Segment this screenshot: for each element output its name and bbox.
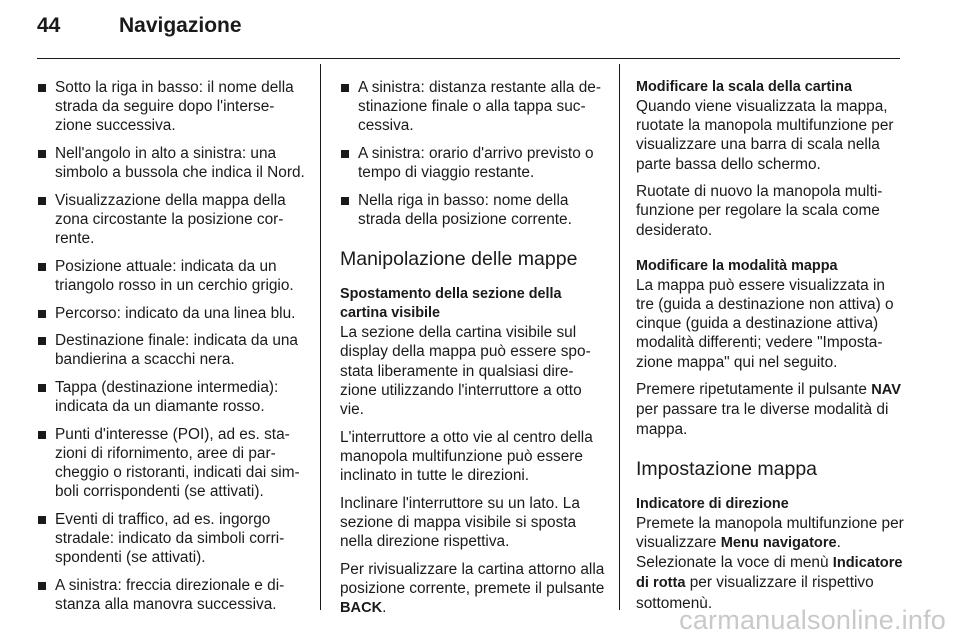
paragraph-text: Premete la manopola multifunzione per visualizzare	[636, 514, 904, 552]
paragraph-text: . Selezionate la voce di menù	[636, 534, 841, 572]
list-item: A sinistra: freccia direzionale e distanza alla manovra successiva.	[37, 576, 305, 614]
bullet-list-1	[37, 78, 305, 614]
subhead-scale: Modificare la scala della cartina	[636, 79, 852, 95]
back-button-label: BACK	[340, 600, 383, 617]
paragraph-end: per passare tra le diverse modalità di mappa.	[636, 401, 889, 438]
list-item: Nell'angolo in alto a sinistra: una simbolo a bussola che indica il Nord.	[37, 144, 305, 182]
paragraph: La sezione della cartina visibile sul display della mappa può essere spostata liberamente in qualsiasi direzione utilizzando l'interruttore a otto vie.	[340, 324, 591, 419]
bullet-list-2	[340, 78, 605, 229]
subhead-map-mode: Modificare la modalità mappa	[636, 257, 838, 274]
page-number: 44	[37, 14, 61, 37]
list-item: Sotto la riga in basso: il nome della strada da seguire dopo l'intersezione successiva.	[37, 78, 305, 136]
list-item: A sinistra: orario d'arrivo previsto o tempo di viaggio restante.	[340, 144, 605, 182]
column-1	[37, 78, 305, 623]
column-divider-2	[619, 64, 620, 610]
list-item: Posizione attuale: indicata da un triangolo rosso in un cerchio grigio.	[37, 257, 305, 295]
indicatore-di-rotta-label: Indicatore di rotta	[636, 555, 903, 592]
paragraph-text: Premere ripetutamente il pulsante	[636, 381, 872, 399]
paragraph-end: .	[382, 599, 387, 617]
paragraph-text: Per rivisualizzare la cartina attorno alla posizione corrente, premete il pulsante	[340, 560, 605, 597]
chapter-title: Navigazione	[119, 14, 242, 37]
list-item: Eventi di traffico, ad es. ingorgo stradale: indicato da simboli corrispondenti (se attivati).	[37, 510, 305, 568]
paragraph: Quando viene visualizzata la mappa, ruotate la manopola multifunzione per visualizzare una barra di scala nella parte bassa dello schermo.	[636, 98, 894, 173]
paragraph	[340, 560, 605, 619]
subhead-direction-indicator: Indicatore di direzione	[636, 495, 789, 512]
paragraph: L'interruttore a otto vie al centro della manopola multifunzione può essere inclinato in tutte le direzioni.	[340, 428, 593, 485]
paragraph	[636, 380, 904, 439]
column-2	[340, 78, 605, 627]
list-item: Visualizzazione della mappa della zona circostante la posizione corrente.	[37, 191, 305, 249]
paragraph-text: per visualizzare il rispettivo sottomenù.	[636, 574, 874, 612]
watermark: carmanualsonline.info	[679, 605, 946, 635]
list-item: A sinistra: distanza restante alla destinazione finale o alla tappa successiva.	[340, 78, 605, 136]
paragraph: Inclinare l'interruttore su un lato. La sezione di mappa visibile si sposta nella direzione rispettiva.	[340, 494, 580, 551]
column-divider-1	[320, 64, 321, 610]
paragraph: La mappa può essere visualizzata in tre (guida a destinazione non attiva) o cinque (guida a destinazione attiva) modalità differenti; vedere "Impostazione mappa" qui nel seguito.	[636, 276, 894, 371]
section-title-map-settings: Impostazione mappa	[636, 457, 818, 480]
list-item: Destinazione finale: indicata da una bandierina a scacchi nera.	[37, 331, 305, 369]
list-item: Percorso: indicato da una linea blu.	[37, 304, 305, 323]
nav-button-label: NAV	[871, 382, 901, 399]
list-item: Tappa (destinazione intermedia): indicata da un diamante rosso.	[37, 378, 305, 416]
column-3	[636, 78, 904, 621]
list-item: Nella riga in basso: nome della strada della posizione corrente.	[340, 191, 605, 229]
header-divider	[37, 58, 900, 59]
paragraph	[636, 514, 904, 613]
paragraph: Ruotate di nuovo la manopola multifunzione per regolare la scala come desiderato.	[636, 183, 883, 239]
page-header	[37, 14, 242, 50]
subhead-move-section: Spostamento della sezione della cartina visibile	[340, 286, 562, 322]
list-item: Punti d'interesse (POI), ad es. stazioni di rifornimento, aree di parcheggio o ristoranti, indicati dai simboli corrispondenti (se attivati).	[37, 425, 305, 502]
menu-navigatore-label: Menu navigatore	[720, 535, 837, 552]
section-title-map-handling: Manipolazione delle mappe	[340, 248, 578, 271]
